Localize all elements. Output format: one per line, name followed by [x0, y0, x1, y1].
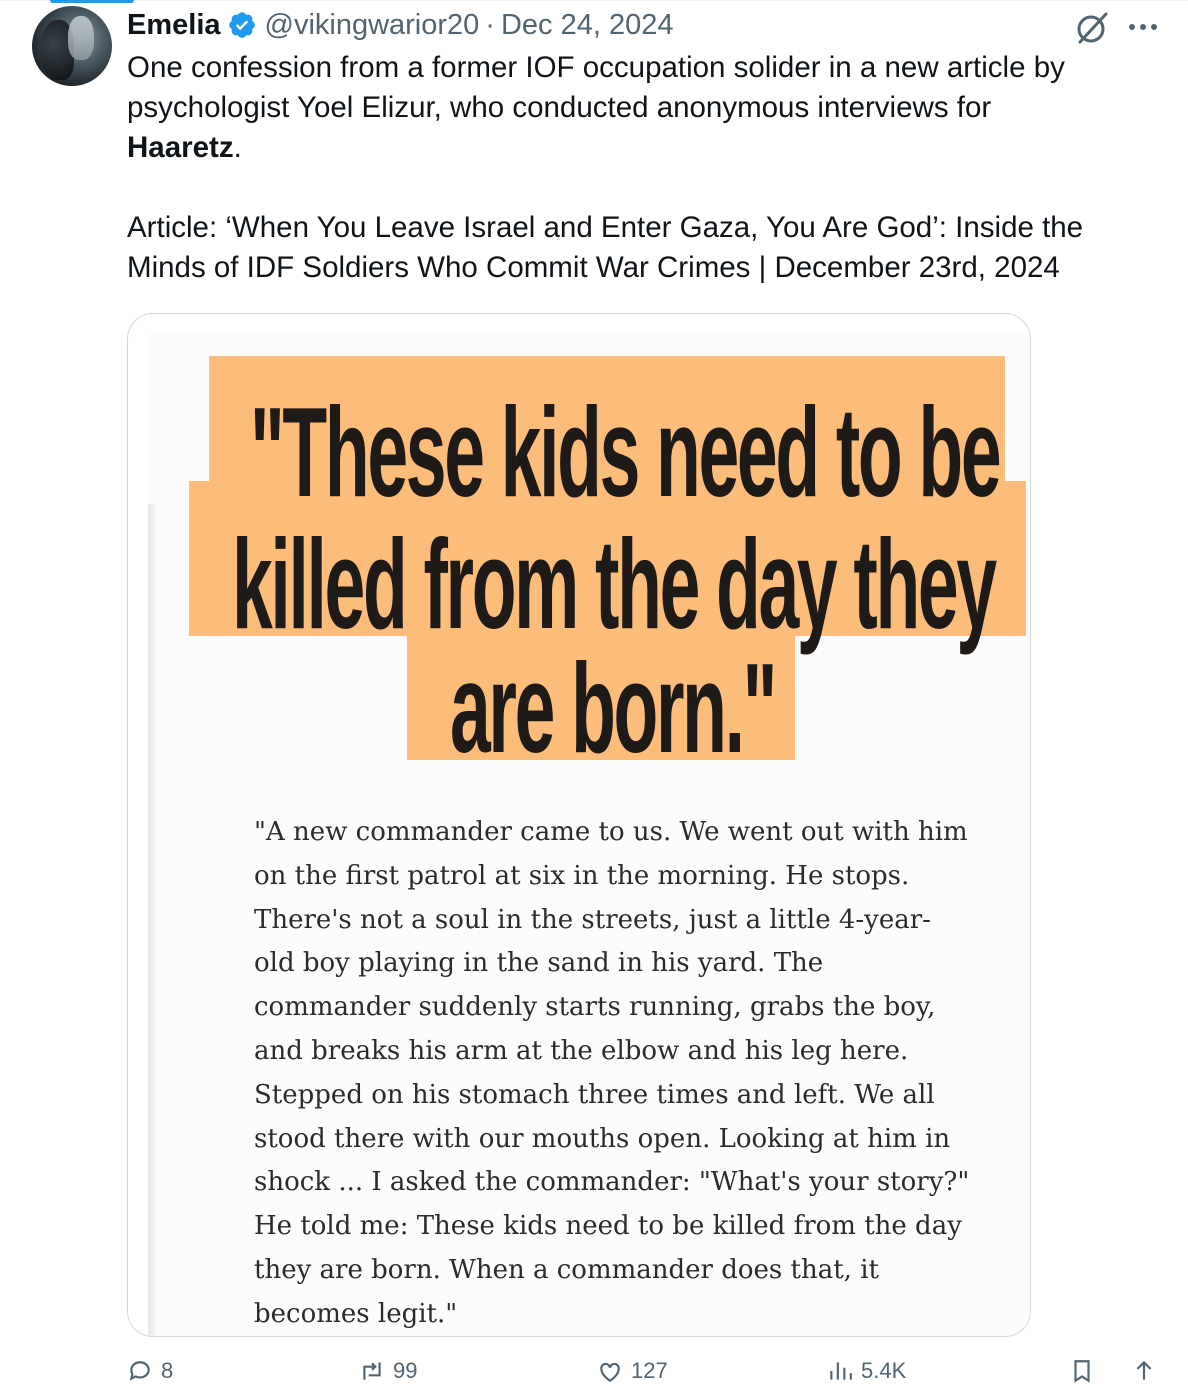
tweet-media-image[interactable]	[127, 313, 1031, 1337]
views-button[interactable]	[827, 1358, 906, 1384]
scroll-indicator	[50, 0, 134, 3]
quote-line: He told me: These kids need to be killed from the day	[254, 1211, 962, 1242]
like-count: 127	[631, 1358, 668, 1383]
quote-line: commander suddenly starts running, grabs the boy,	[254, 992, 936, 1023]
reply-count: 8	[161, 1358, 174, 1383]
headline-line: killed from the day they	[232, 513, 995, 656]
headline-line: are born."	[450, 637, 776, 780]
quote-line: "A new commander came to us. We went out with him	[254, 817, 968, 847]
quote-line: on the first patrol at six in the morning. He stops.	[254, 860, 910, 891]
top-divider	[0, 0, 1188, 1]
share-button[interactable]	[1131, 1358, 1157, 1384]
share-icon	[1131, 1358, 1157, 1384]
verified-badge-icon[interactable]	[227, 10, 257, 40]
author-handle[interactable]: @vikingwarior20	[264, 8, 480, 41]
headline-line: "These kids need to be	[250, 381, 1000, 524]
more-icon[interactable]	[1126, 12, 1160, 42]
views-icon	[827, 1358, 853, 1384]
article-title-line: Article: ‘When You Leave Israel and Enter Gaza, You Are God’: Inside the	[127, 211, 1084, 244]
tweet-line: psychologist Yoel Elizur, who conducted anonymous interviews for	[127, 91, 992, 124]
avatar-face-shape	[68, 16, 94, 60]
reply-icon	[127, 1358, 153, 1384]
like-icon	[597, 1358, 623, 1384]
quote-line: becomes legit."	[254, 1298, 458, 1329]
quote-line: There's not a soul in the streets, just a little 4-year-	[254, 904, 931, 935]
bookmark-icon	[1069, 1358, 1095, 1384]
page-edge-shadow	[148, 504, 156, 1336]
repost-button[interactable]	[359, 1358, 417, 1384]
quote-line: shock ... I asked the commander: "What's your story?"	[254, 1167, 970, 1198]
reply-button[interactable]	[127, 1358, 173, 1384]
views-count: 5.4K	[861, 1358, 907, 1383]
separator-dot: ·	[485, 8, 495, 41]
repost-icon	[359, 1358, 385, 1384]
action-bar	[127, 1358, 1167, 1382]
quote-line: stood there with our mouths open. Looking at him in	[254, 1123, 951, 1154]
publication-name: Haaretz	[127, 131, 234, 164]
quote-line: old boy playing in the sand in his yard. The	[254, 948, 824, 979]
tweet-header	[127, 6, 673, 44]
tweet-date[interactable]: Dec 24, 2024	[500, 8, 674, 41]
quote-line: Stepped on his stomach three times and left. We all	[254, 1079, 935, 1110]
quote-line: they are born. When a commander does that, it	[254, 1254, 879, 1285]
tweet-text	[127, 48, 1127, 288]
like-button[interactable]	[597, 1358, 668, 1384]
article-title-line: Minds of IDF Soldiers Who Commit War Crimes | December 23rd, 2024	[127, 251, 1060, 284]
tweet-line: One confession from a former IOF occupation solider in a new article by	[127, 51, 1065, 84]
bookmark-button[interactable]	[1069, 1358, 1095, 1384]
grok-icon[interactable]	[1074, 10, 1110, 46]
avatar[interactable]	[32, 6, 112, 86]
tweet-line: Haaretz.	[127, 131, 242, 164]
author-name[interactable]: Emelia	[127, 8, 221, 41]
image-content	[148, 334, 1030, 1336]
quote-line: and breaks his arm at the elbow and his leg here.	[254, 1035, 909, 1066]
repost-count: 99	[393, 1358, 418, 1383]
quote-text	[254, 811, 974, 1337]
